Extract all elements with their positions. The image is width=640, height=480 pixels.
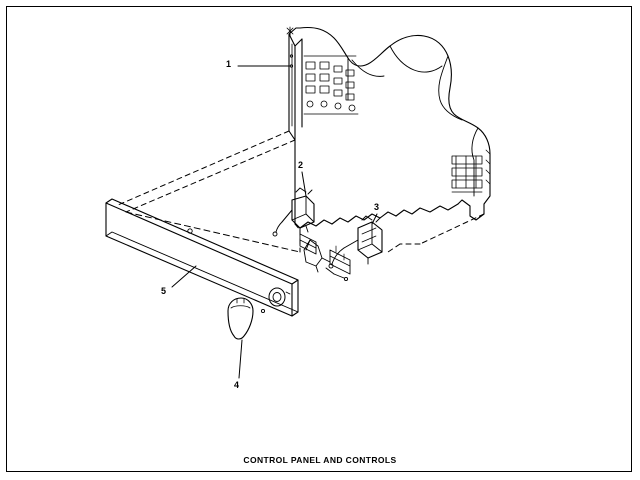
callout-5: 5 xyxy=(161,286,167,296)
callout-1: 1 xyxy=(226,59,232,69)
part-3-lower-switch xyxy=(329,216,382,274)
projection-line-right xyxy=(420,214,484,244)
projection-line-left xyxy=(118,131,289,205)
center-bracket-cluster xyxy=(304,240,348,281)
figure-caption: CONTROL PANEL AND CONTROLS xyxy=(243,455,397,465)
leader-4 xyxy=(239,340,242,378)
part-1-rear-console xyxy=(287,27,490,228)
projection-line-left-2 xyxy=(126,140,295,212)
part-5-control-panel-trim xyxy=(106,199,298,316)
leader-2 xyxy=(302,172,306,196)
callout-3: 3 xyxy=(374,202,380,212)
callout-4: 4 xyxy=(234,380,240,390)
part-4-control-knob xyxy=(228,298,253,339)
callout-2: 2 xyxy=(298,160,304,170)
